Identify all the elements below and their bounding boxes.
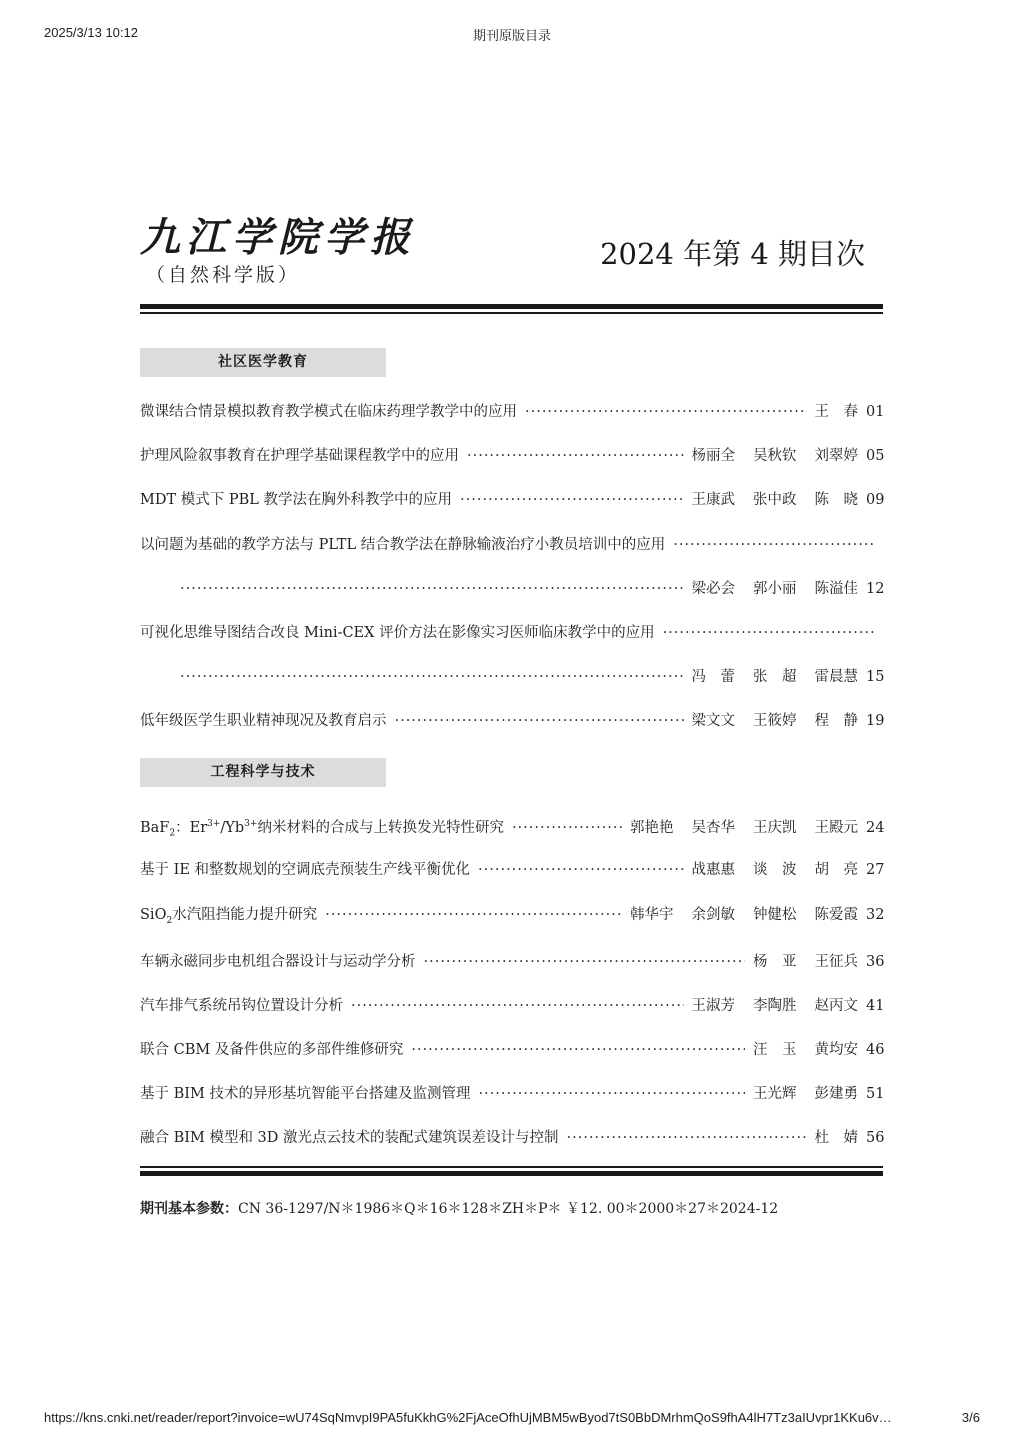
entry-page: 09 xyxy=(866,492,885,508)
author: 韩华宇 xyxy=(630,907,674,923)
entry-title: 可视化思维导图结合改良 Mini-CEX 评价方法在影像实习医师临床教学中的应用 xyxy=(140,625,655,641)
entry-authors xyxy=(753,950,858,974)
entry-page: 19 xyxy=(866,713,885,729)
entry-authors xyxy=(692,994,859,1018)
toc-entry[interactable] xyxy=(140,994,884,1018)
author: 梁必会 xyxy=(691,581,735,597)
author: 陈 晓 xyxy=(814,492,858,508)
author: 王淑芳 xyxy=(691,998,735,1014)
author: 梁文文 xyxy=(691,713,735,729)
masthead xyxy=(140,200,885,300)
entry-page: 41 xyxy=(866,998,885,1014)
leader-dots xyxy=(180,665,684,689)
leader-dots xyxy=(325,903,622,927)
entry-title: 基于 BIM 技术的异形基坑智能平台搭建及监测管理 xyxy=(140,1086,471,1102)
entry-title: SiO$_2$水汽阻挡能力提升研究 xyxy=(140,907,318,926)
leader-dots xyxy=(478,1082,745,1106)
entry-authors xyxy=(692,665,859,689)
author: 陈溢佳 xyxy=(814,581,858,597)
leader-dots xyxy=(478,858,683,882)
journal-subtitle: （自然科学版） xyxy=(146,264,301,286)
toc-entry[interactable] xyxy=(140,1126,884,1150)
entry-authors xyxy=(753,1038,858,1062)
leader-dots xyxy=(467,444,684,468)
entry-page: 51 xyxy=(866,1086,885,1102)
bottom-divider xyxy=(140,1166,883,1176)
entry-page: 12 xyxy=(866,581,885,597)
author: 陈爱霞 xyxy=(814,907,858,923)
leader-dots xyxy=(395,709,684,733)
entry-title: MDT 模式下 PBL 教学法在胸外科教学中的应用 xyxy=(140,492,453,508)
params-value: CN 36-1297/N＊1986＊Q＊16＊128＊ZH＊P＊ ￥12. 00＊2000＊27＊2024-12 xyxy=(238,1201,779,1217)
print-page-number: 3/6 xyxy=(961,1410,980,1425)
print-title: 期刊原版目录 xyxy=(472,28,551,43)
author: 王殿元 xyxy=(814,819,858,836)
author: 王征兵 xyxy=(814,954,858,970)
leader-dots xyxy=(512,816,622,840)
entry-page: 24 xyxy=(866,819,885,836)
author: 郭小丽 xyxy=(753,581,797,597)
author: 胡 亮 xyxy=(814,862,858,878)
author: 杜 婧 xyxy=(814,1130,858,1146)
entry-authors xyxy=(692,709,859,733)
entry-authors xyxy=(815,1126,859,1150)
author: 钟健松 xyxy=(753,907,797,923)
author: 刘翠婷 xyxy=(814,448,858,464)
author: 杨 亚 xyxy=(753,954,797,970)
author: 雷晨慧 xyxy=(814,669,858,685)
author: 余剑敏 xyxy=(691,907,735,923)
print-date: 2025/3/13 10:12 xyxy=(44,25,138,40)
entry-title: 基于 IE 和整数规划的空调底壳预装生产线平衡优化 xyxy=(140,862,471,878)
toc-entry[interactable] xyxy=(140,709,884,733)
author: 吴杏华 xyxy=(691,819,735,836)
toc-entry-line2[interactable] xyxy=(180,577,884,601)
leader-dots xyxy=(567,1126,807,1150)
leader-dots xyxy=(411,1038,745,1062)
leader-dots xyxy=(663,621,876,645)
entry-page: 05 xyxy=(866,448,885,464)
entry-title: 低年级医学生职业精神现况及教育启示 xyxy=(140,713,387,729)
toc-entry-line2[interactable] xyxy=(180,665,884,689)
leader-dots xyxy=(460,488,683,512)
author: 李陶胜 xyxy=(753,998,797,1014)
author: 王筱婷 xyxy=(753,713,797,729)
section-label-engineering: 工程科学与技术 xyxy=(140,758,386,787)
print-footer xyxy=(0,1410,1024,1430)
entry-page: 27 xyxy=(866,862,885,878)
author: 谈 波 xyxy=(753,862,797,878)
author: 王 春 xyxy=(814,404,858,420)
print-header xyxy=(0,25,1024,45)
author: 杨丽全 xyxy=(691,448,735,464)
entry-page: 15 xyxy=(866,669,885,685)
toc-entry[interactable] xyxy=(140,444,884,468)
entry-authors xyxy=(692,488,859,512)
author: 吴秋钦 xyxy=(753,448,797,464)
entry-authors xyxy=(753,1082,858,1106)
entry-page: 32 xyxy=(866,907,885,923)
entry-title: 护理风险叙事教育在护理学基础课程教学中的应用 xyxy=(140,448,459,464)
author: 王庆凯 xyxy=(753,819,797,836)
print-url: https://kns.cnki.net/reader/report?invoice=wU74SqNmvpI9PA5fuKkhG%2FjAceOfhUjMBM5wByod7tS0BbDMrhmQoS9fhA4lH7Tz3aIUvpr1KKu6v… xyxy=(44,1410,892,1425)
entry-page: 46 xyxy=(866,1042,885,1058)
author: 王光辉 xyxy=(753,1086,797,1102)
journal-name: 九江学院学报 xyxy=(140,214,416,261)
toc-entry[interactable] xyxy=(140,812,885,839)
author: 郭艳艳 xyxy=(630,819,674,836)
author: 汪 玉 xyxy=(753,1042,797,1058)
toc-entry-line1[interactable] xyxy=(140,533,884,557)
toc-entry[interactable] xyxy=(140,858,884,882)
entry-authors xyxy=(692,858,859,882)
toc-entry[interactable] xyxy=(140,400,884,424)
leader-dots xyxy=(351,994,684,1018)
author: 彭建勇 xyxy=(814,1086,858,1102)
journal-parameters xyxy=(140,1198,778,1220)
toc-entry[interactable] xyxy=(140,903,884,927)
entry-title: 以问题为基础的教学方法与 PLTL 结合教学法在静脉输液治疗小教员培训中的应用 xyxy=(140,537,666,553)
toc-entry[interactable] xyxy=(140,488,884,512)
entry-title: 联合 CBM 及备件供应的多部件维修研究 xyxy=(140,1042,404,1058)
entry-authors xyxy=(692,444,859,468)
section-label-medical-education: 社区医学教育 xyxy=(140,348,386,377)
entry-authors xyxy=(630,903,858,927)
issue-title: 2024 年第 4 期目次 xyxy=(600,237,865,271)
author: 战惠惠 xyxy=(691,862,735,878)
entry-authors xyxy=(630,816,858,840)
toc-entry[interactable] xyxy=(140,950,884,974)
leader-dots xyxy=(673,533,876,557)
author: 张中政 xyxy=(753,492,797,508)
entry-authors xyxy=(815,400,859,424)
leader-dots xyxy=(180,577,684,601)
entry-page: 36 xyxy=(866,954,885,970)
entry-page: 01 xyxy=(866,404,885,420)
author: 程 静 xyxy=(814,713,858,729)
entry-title: 车辆永磁同步电机组合器设计与运动学分析 xyxy=(140,954,416,970)
entry-title: 融合 BIM 模型和 3D 激光点云技术的装配式建筑误差设计与控制 xyxy=(140,1130,559,1146)
author: 张 超 xyxy=(753,669,797,685)
params-label: 期刊基本参数： xyxy=(140,1201,238,1217)
entry-title: 汽车排气系统吊钩位置设计分析 xyxy=(140,998,343,1014)
toc-entry[interactable] xyxy=(140,1038,884,1062)
entry-page: 56 xyxy=(866,1130,885,1146)
top-divider xyxy=(140,304,883,314)
toc-entry[interactable] xyxy=(140,1082,884,1106)
author: 王康武 xyxy=(691,492,735,508)
entry-authors xyxy=(692,577,859,601)
toc-entry-line1[interactable] xyxy=(140,621,884,645)
entry-title: BaF$_2$：$Er^{3+}/Yb^{3+}$纳米材料的合成与上转换发光特性研究 xyxy=(140,819,504,839)
leader-dots xyxy=(525,400,807,424)
entry-title: 微课结合情景模拟教育教学模式在临床药理学教学中的应用 xyxy=(140,404,517,420)
leader-dots xyxy=(424,950,746,974)
author: 黄均安 xyxy=(814,1042,858,1058)
author: 赵丙文 xyxy=(814,998,858,1014)
author: 冯 蕾 xyxy=(691,669,735,685)
